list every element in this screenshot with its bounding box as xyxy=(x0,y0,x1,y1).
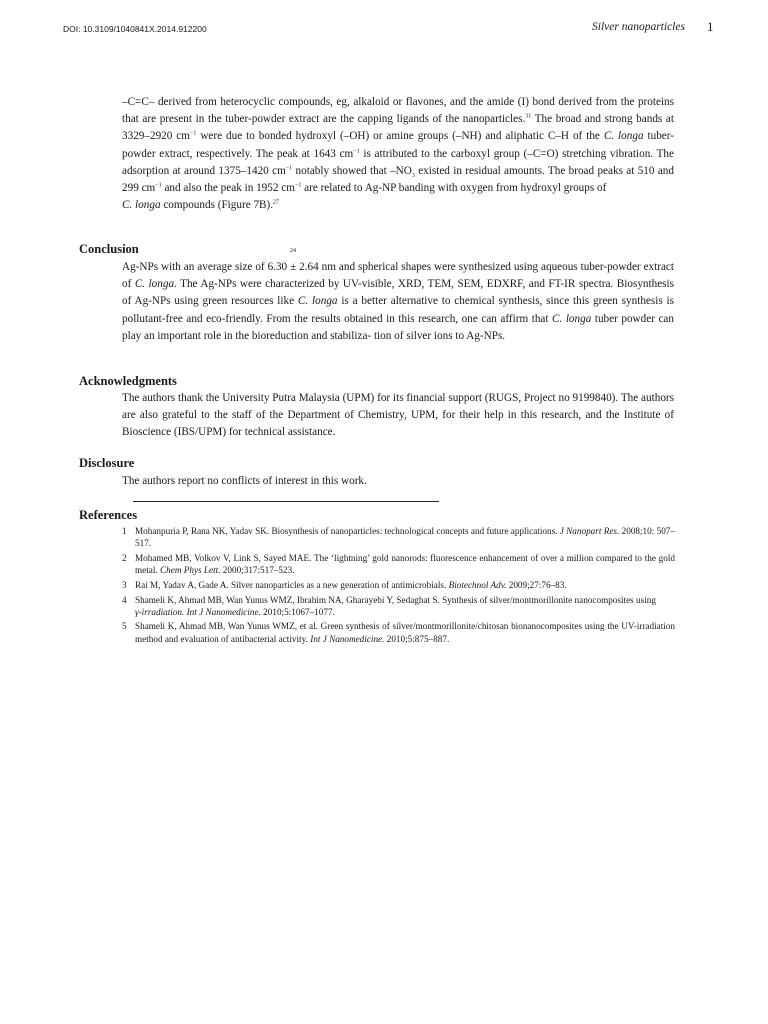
journal-name: Chem Phys Lett. xyxy=(160,565,221,576)
page-number: 1 xyxy=(707,19,714,34)
journal-name: Int J Nanomedicine. xyxy=(186,606,261,617)
reference-number: 2 xyxy=(122,552,127,563)
reference-gamma-text: γ-irradiation. xyxy=(135,606,187,617)
running-title: Silver nanoparticles xyxy=(592,21,685,33)
reference-list xyxy=(122,525,675,647)
reference-item xyxy=(122,552,675,576)
section-divider xyxy=(133,501,439,502)
disclosure-heading: Disclosure xyxy=(79,456,135,470)
reference-number: 4 xyxy=(122,594,127,605)
para-text: tuber powder can play an important role in the bioreduction and stabiliza- tion of silver ions to Ag-NPs. xyxy=(122,312,674,342)
reference-number: 1 xyxy=(122,526,127,536)
reference-item xyxy=(122,594,675,618)
disclosure-paragraph: The authors report no conflicts of interest in this work. xyxy=(122,475,367,487)
species-name: C. longa xyxy=(603,130,644,143)
species-name: C. longa xyxy=(122,199,161,212)
unit-superscript: −1 xyxy=(294,182,302,189)
reference-text: Mohamed MB, Volkov V, Link S, Sayed MAE. The ‘lightning’ gold nanorods: fluorescence enhancement of over a million compared to the gold metal. xyxy=(135,552,675,576)
discussion-paragraph xyxy=(122,94,674,214)
para-text: Ag-NPs with an average size of 6.30 ± 2.64 nm and spherical shapes were synthesized using aqueous tuber-powder extract of xyxy=(122,261,674,291)
references-heading: References xyxy=(79,508,138,522)
reference-item xyxy=(122,620,675,644)
para-text: are related to Ag-NP banding with oxygen from hydroxyl groups of xyxy=(301,182,607,195)
reference-details: 2010;5:1067–1077. xyxy=(260,606,335,617)
species-name: C. longa xyxy=(552,312,592,325)
reference-details: 2009;27:76–83. xyxy=(506,579,567,590)
reference-text: Shameli K, Ahmad MB, Wan Yunus WMZ, Ibrahim NA, Gharayebi Y, Sedaghat S. Synthesis of silver/montmorillonite nanocomposites using xyxy=(135,594,656,605)
para-text: were due to bonded hydroxyl (–OH) or amine groups (–NH) and aliphatic C–H of the xyxy=(196,130,604,143)
para-text: The broad and strong bands at 3329–2920 cm xyxy=(122,113,674,143)
reference-text: Mohanpuria P, Rana NK, Yadav SK. Biosynthesis of nanoparticles: technological concepts and future applications. xyxy=(135,526,560,536)
para-text: . The Ag-NPs were characterized by UV-visible, XRD, TEM, SEM, EDXRF, and FT-IR spectra. Biosynthesis of Ag-NPs using green resources like xyxy=(122,278,674,308)
reference-number: 3 xyxy=(122,579,127,590)
journal-name: Biotechnol Adv. xyxy=(448,579,507,590)
para-text: existed in residual amounts. The broad peaks at 510 and 299 cm xyxy=(122,164,674,195)
unit-superscript: −1 xyxy=(155,182,162,189)
subscript: 3 xyxy=(411,173,415,180)
unit-superscript: −1 xyxy=(353,147,360,154)
reference-item xyxy=(122,525,675,549)
para-text: –C=C– derived from heterocyclic compounds, eg, alkaloid or flavones, and the amide (I) bond derived from the proteins that are present in the tuber-powder extract are the capping ligands of the nanoparticles. xyxy=(122,96,674,126)
para-text: tuber-powder extract, respectively. The peak at 1643 cm xyxy=(122,130,674,160)
para-text: and also the peak in 1952 cm xyxy=(161,182,295,195)
reference-details: 2010;5:875–887. xyxy=(384,633,450,644)
species-name: C. longa xyxy=(297,295,338,308)
acknowledgments-heading: Acknowledgments xyxy=(79,374,177,388)
para-text: compounds (Figure 7B). xyxy=(160,199,274,212)
reference-text: Shameli K, Ahmad MB, Wan Yunus WMZ, et al. Green synthesis of silver/montmorillonite/chitosan bionanocomposites using the UV-irradiation method and evaluation of antibacterial activity. xyxy=(135,621,675,644)
species-name: C. longa xyxy=(134,278,175,291)
reference-text: Rai M, Yadav A, Gade A. Silver nanoparticles as a new generation of antimicrobials. xyxy=(135,579,449,590)
reference-number: 5 xyxy=(122,621,127,632)
unit-superscript: −1 xyxy=(189,130,197,137)
conclusion-heading: Conclusion xyxy=(79,242,139,256)
unit-superscript: −1 xyxy=(285,165,293,172)
citation: 27 xyxy=(273,199,280,206)
stray-superscript: 24 xyxy=(290,248,296,254)
citation: 31 xyxy=(525,113,532,120)
reference-item xyxy=(122,579,675,591)
journal-name: J Nanopart Res. xyxy=(559,526,620,536)
para-text: is attributed to the carboxyl group (–C=O) stretching vibration. The adsorption at around 1375–1420 cm xyxy=(122,147,674,177)
para-text: notably showed that –NO xyxy=(292,164,412,177)
doi-text: DOI: 10.3109/1040841X.2014.912200 xyxy=(63,24,207,34)
reference-details: 2000;317:517–523. xyxy=(220,565,295,576)
para-text: is a better alternative to chemical synthesis, since this green synthesis is pollutant-free and eco-friendly. From the results obtained in this research, one can affirm that xyxy=(122,295,675,325)
conclusion-paragraph xyxy=(122,259,674,345)
acknowledgments-paragraph: The authors thank the University Putra Malaysia (UPM) for its financial support (RUGS, Project no 9199840). The authors are also grateful to the staff of the Department of Chemistry, UPM, for their help in this research, and the Institute of Bioscience (IBS/UPM) for technical assistance. xyxy=(122,392,674,439)
reference-details: 2008;10: 507–517. xyxy=(135,526,675,549)
journal-name: Int J Nanomedicine. xyxy=(310,633,385,644)
